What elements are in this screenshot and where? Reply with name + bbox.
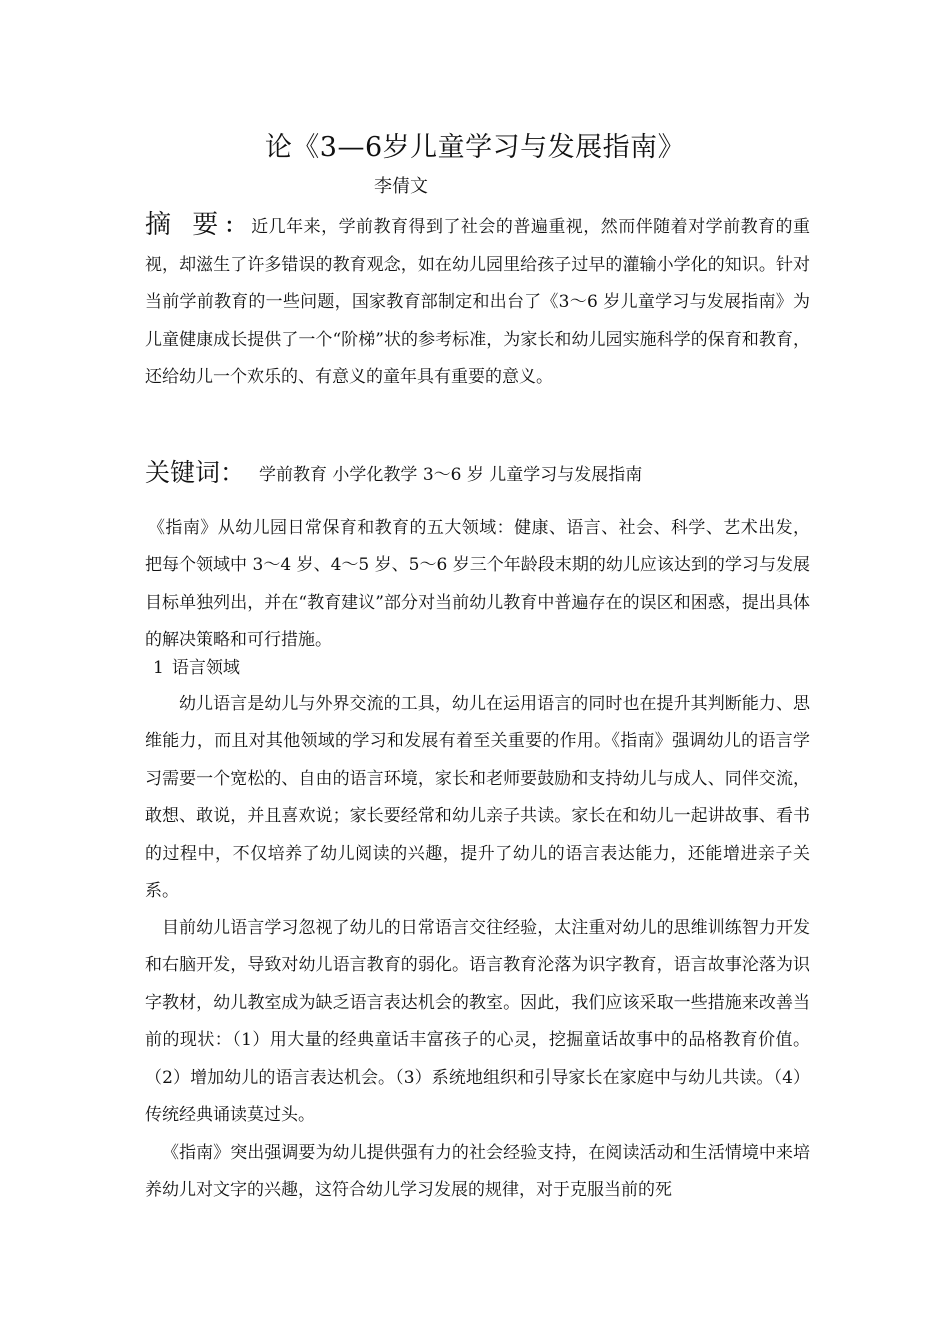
section-title: 语言领域	[171, 658, 240, 678]
body-paragraph: 《指南》突出强调要为幼儿提供强有力的社会经验支持，在阅读活动和生活情境中来培养幼儿对文字的兴趣，这符合幼儿学习发展的规律，对于克服当前的死	[145, 1143, 810, 1201]
intro-paragraph: 《指南》从幼儿园日常保育和教育的五大领域：健康、语言、社会、科学、艺术出发，把每个领域中 3～4 岁、4～5 岁、5～6 岁三个年龄段末期的幼儿应该达到的学习与发展目标单独列出，并在“教育建议”部分对当前幼儿教育中普遍存在的误区和困惑，提出具体的解决策略和可行措施。	[145, 518, 810, 651]
keywords-line	[145, 453, 810, 495]
body-paragraph: 幼儿语言是幼儿与外界交流的工具，幼儿在运用语言的同时也在提升其判断能力、思维能力，而且对其他领域的学习和发展有着至关重要的作用。《指南》强调幼儿的语言学习需要一个宽松的、自由的语言环境，家长和老师要鼓励和支持幼儿与成人、同伴交流，敢想、敢说，并且喜欢说；家长要经常和幼儿亲子共读。家长在和幼儿一起讲故事、看书的过程中，不仅培养了幼儿阅读的兴趣，提升了幼儿的语言表达能力，还能增进亲子关系。	[145, 694, 810, 902]
abstract-text: 近几年来，学前教育得到了社会的普遍重视，然而伴随着对学前教育的重视，却滋生了许多错误的教育观念，如在幼儿园里给孩子过早的灌输小学化的知识。针对当前学前教育的一些问题，国家教育部制定和出台了《3～6 岁儿童学习与发展指南》为儿童健康成长提供了一个“阶梯”状的参考标准，为家长和幼儿园实施科学的保育和教育，还给幼儿一个欢乐的、有意义的童年具有重要的意义。	[145, 217, 811, 388]
abstract-label: 摘 要	[145, 210, 225, 240]
body-paragraph: 目前幼儿语言学习忽视了幼儿的日常语言交往经验，太注重对幼儿的思维训练智力开发和右脑开发，导致对幼儿语言教育的弱化。语言教育沦落为识字教育，语言故事沦落为识字教材，幼儿教室成为缺乏语言表达机会的教室。因此，我们应该采取一些措施来改善当前的现状：（1）用大量的经典童话丰富孩子的心灵，挖掘童话故事中的品格教育价值。（2）增加幼儿的语言表达机会。（3）系统地组织和引导家长在家庭中与幼儿共读。（4）传统经典诵读莫过头。	[145, 918, 810, 1126]
keywords-text: 学前教育 小学化教学 3～6 岁 儿童学习与发展指南	[259, 465, 643, 485]
section-heading	[153, 655, 240, 681]
section-number: 1	[153, 658, 164, 678]
abstract-colon: ：	[224, 213, 246, 237]
author-name: 李倩文	[374, 176, 428, 197]
document-title: 论《3—6岁儿童学习与发展指南》	[264, 132, 686, 163]
abstract-paragraph	[145, 207, 810, 397]
keywords-label: 关键词：	[145, 458, 246, 487]
